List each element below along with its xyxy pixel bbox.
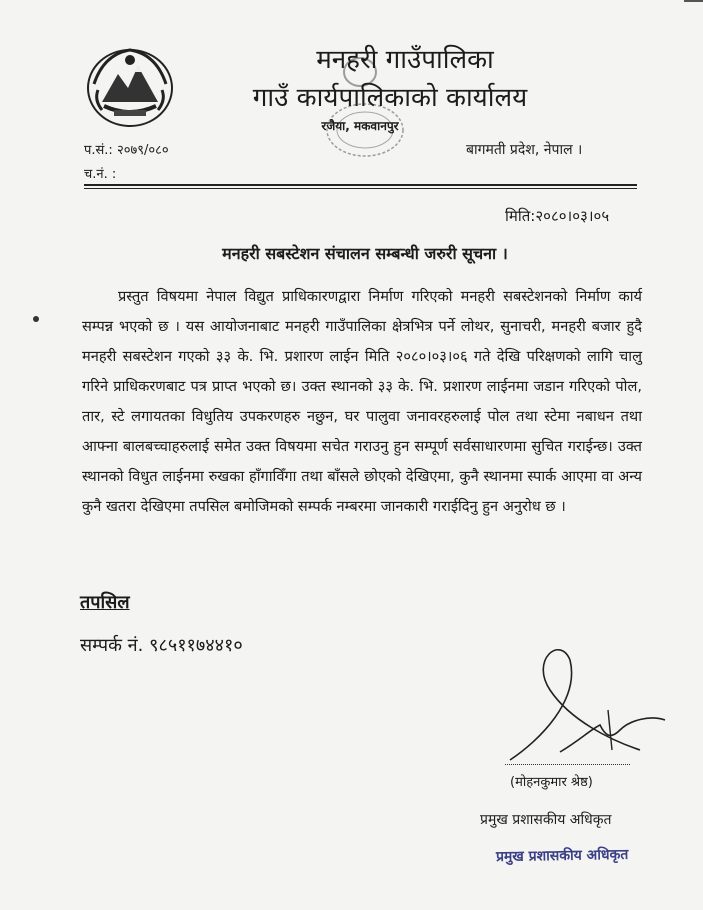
header-divider-thin xyxy=(84,188,637,189)
letter-body: प्रस्तुत विषयमा नेपाल विद्युत प्राधिकारणद्वारा निर्माण गरिएको मनहरी सबस्टेशनको निर्माण कार्य सम्पन्न भएको छ । यस आयोजनाबाट मनहरी गाउँपालिका क्षेत्रभित्र पर्ने लोथर, सुनाचरी, मनहरी बजार हुदै मनहरी सबस्टेशन गएको ३३ के. भि. प्रशारण लाईन मिति २०८०।०३।०६ गते देखि परिक्षणको लागि चालु गरिने प्राधिकरणबाट पत्र प्राप्त भएको छ। उक्त स्थानको ३३ के. भि. प्रशारण लाईनमा जडान गरिएको पोल, तार, स्टे लगायतका विधुतिय उपकरणहरु नछुन, घर पालुवा जनावरहरुलाई पोल तथा स्टेमा नबाधन तथा आफ्ना बालबच्चाहरुलाई समेत उक्त विषयमा सचेत गराउनु हुन सम्पूर्ण सर्वसाधारणमा सुचित गराईन्छ। उक्त स्थानको विधुत लाईनमा रुखका हाँगाविँगा तथा बाँसले छोएको देखिएमा, कुनै स्थानमा स्पार्क आएमा वा अन्य कुनै खतरा देखिएमा तपसिल बमोजिमको सम्पर्क नम्बरमा जानकारी गराईदिनु हुन अनुरोध छ । xyxy=(82,288,642,515)
office-name: मनहरी गाउँपालिका xyxy=(316,45,494,75)
reference-number: प.सं.: २०७९/०८० xyxy=(84,143,169,158)
letter-subject: मनहरी सबस्टेशन संचालन सम्बन्धी जरुरी सूचना । xyxy=(222,244,508,263)
handwritten-signature-icon xyxy=(490,640,670,770)
punch-hole-mark xyxy=(33,316,39,322)
province-address: बागमती प्रदेश, नेपाल । xyxy=(466,142,583,158)
annex-heading: तपसिल xyxy=(80,592,130,613)
dispatch-number: च.नं. : xyxy=(84,167,117,182)
letter-date: मिति:२०८०।०३।०५ xyxy=(505,207,610,225)
contact-number: सम्पर्क नं. ९८५११७४४१० xyxy=(80,635,243,656)
page-corner-mark xyxy=(684,0,703,10)
designation-stamp: प्रमुख प्रशासकीय अधिकृत xyxy=(495,846,629,866)
header-divider xyxy=(84,184,637,186)
signer-name: (मोहनकुमार श्रेष्ठ) xyxy=(510,775,593,790)
signature-line xyxy=(505,764,630,765)
office-title: गाउँ कार्यपालिकाको कार्यालय xyxy=(252,83,528,113)
signer-title: प्रमुख प्रशासकीय अधिकृत xyxy=(480,812,612,828)
nepal-emblem-icon xyxy=(84,44,176,128)
office-address: रजैया, मकवानपुर xyxy=(321,119,399,133)
